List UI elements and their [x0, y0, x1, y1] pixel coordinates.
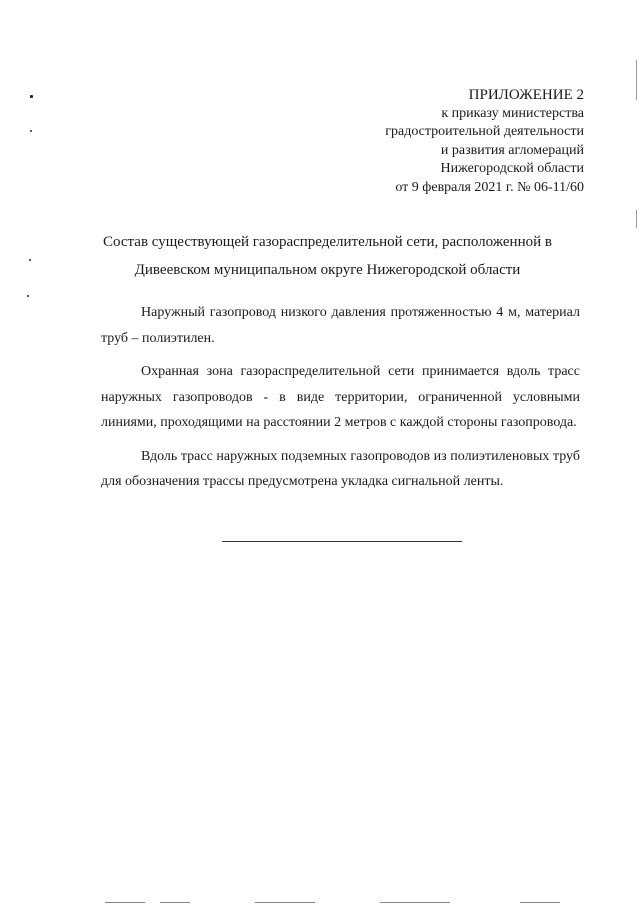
scan-speck: [29, 259, 31, 261]
document-title: [100, 228, 555, 284]
body-paragraph: Вдоль трасс наружных подземных газопроводов из полиэтиленовых труб для обозначения трассы предусмотрена укладка сигнальной ленты.: [101, 448, 580, 489]
scan-edge-mark: [636, 210, 637, 228]
body-paragraph: Наружный газопровод низкого давления протяженностью 4 м, материал труб – полиэтилен.: [101, 305, 580, 346]
appendix-line: и развития агломераций: [440, 142, 584, 158]
scan-speck: [30, 130, 32, 132]
appendix-line: к приказу министерства: [441, 105, 584, 121]
appendix-date-line: от 9 февраля 2021 г. № 06-11/60: [395, 179, 584, 195]
scan-bottom-mark: [380, 902, 450, 903]
appendix-line: градостроительной деятельности: [385, 124, 584, 139]
scan-speck: [30, 95, 33, 98]
appendix-line: Нижегородской области: [440, 161, 584, 176]
scan-bottom-mark: [255, 902, 315, 903]
body-paragraph: Охранная зона газораспределительной сети принимается вдоль трасс наружных газопроводов - в виде территории, ограниченной условными линиями, проходящими на расстоянии 2 метров с каждой стороны газопровода.: [101, 364, 580, 430]
scan-bottom-mark: [105, 902, 145, 903]
document-body: [101, 300, 580, 503]
document-title-line: Состав существующей газораспределительной сети, расположенной в: [103, 234, 552, 250]
document-title-line: Дивеевском муниципальном округе Нижегородской области: [134, 262, 521, 278]
scan-edge-mark: [636, 60, 637, 100]
appendix-heading: ПРИЛОЖЕНИЕ 2: [468, 87, 584, 103]
scan-bottom-mark: [160, 902, 190, 903]
appendix-block: [385, 86, 584, 197]
scan-bottom-mark: [520, 902, 560, 903]
closing-rule: [222, 541, 462, 542]
scan-speck: [27, 295, 29, 297]
